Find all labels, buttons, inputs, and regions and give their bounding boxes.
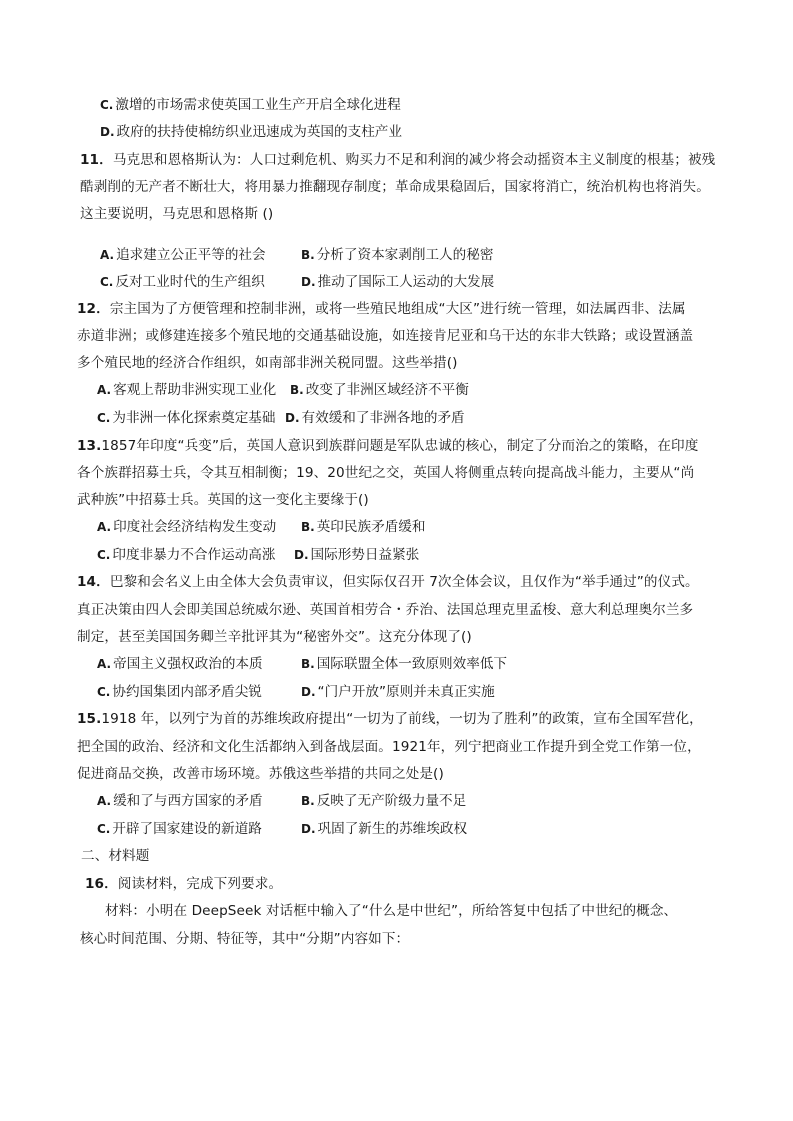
q14-option-b bbox=[301, 655, 507, 673]
option-text: 政府的扶持使棉纺织业迅速成为英国的支柱产业 bbox=[116, 124, 402, 140]
q13-option-b bbox=[301, 518, 425, 536]
q16-intro bbox=[85, 875, 282, 893]
q14-option-a bbox=[97, 655, 263, 673]
option-letter: C. bbox=[100, 275, 114, 289]
q11-stem-line-1 bbox=[80, 151, 715, 169]
option-letter: B. bbox=[290, 383, 304, 397]
q12-stem-line-2: 赤道非洲；或修建连接多个殖民地的交通基础设施，如连接肯尼亚和乌干达的东非大铁路；或设置涵盖 bbox=[77, 328, 694, 344]
option-text: 追求建立公正平等的社会 bbox=[116, 247, 266, 263]
q14-option-d bbox=[301, 683, 495, 701]
q12-stem-line-1 bbox=[77, 300, 686, 318]
q15-stem-line-2: 把全国的政治、经济和文化生活都纳入到备战层面。1921年，列宁把商业工作提升到全党工作第一位， bbox=[77, 739, 701, 755]
option-text: 激增的市场需求使英国工业生产开启全球化进程 bbox=[115, 97, 401, 113]
q12-option-a bbox=[97, 381, 276, 399]
q10-option-c bbox=[100, 96, 401, 114]
option-text: 为非洲一体化探索奠定基础 bbox=[112, 410, 276, 426]
option-text: 客观上帮助非洲实现工业化 bbox=[113, 382, 277, 398]
option-text: 反映了无产阶级力量不足 bbox=[316, 793, 467, 809]
option-letter: C. bbox=[97, 822, 111, 836]
stem-text: 1918 年，以列宁为首的苏维埃政府提出“一切为了前线，一切为了胜利”的政策，宣布全国军营化， bbox=[101, 711, 703, 727]
option-text: 英印民族矛盾缓和 bbox=[316, 519, 426, 535]
option-letter: A. bbox=[97, 520, 112, 534]
option-letter: D. bbox=[301, 685, 316, 699]
q11-stem-line-2: 酷剥削的无产者不断壮大，将用暴力推翻现存制度；革命成果稳固后，国家将消亡，统治机构也将消失。 bbox=[80, 179, 710, 195]
option-letter: D. bbox=[294, 548, 309, 562]
option-text: “门户开放”原则并未真正实施 bbox=[317, 684, 495, 700]
option-text: 协约国集团内部矛盾尖锐 bbox=[112, 684, 262, 700]
q16-material-line-2: 核心时间范围、分期、特征等，其中“分期”内容如下： bbox=[80, 931, 410, 947]
q12-option-d bbox=[285, 409, 465, 427]
question-number: 16． bbox=[85, 876, 118, 892]
q11-option-b bbox=[301, 246, 493, 264]
option-text: 国际联盟全体一致原则效率低下 bbox=[316, 656, 508, 672]
option-letter: B. bbox=[301, 248, 315, 262]
option-text: 帝国主义强权政治的本质 bbox=[113, 656, 263, 672]
q14-stem-line-3: 制定，甚至美国国务卿兰辛批评其为“秘密外交”。这充分体现了() bbox=[77, 629, 472, 645]
option-letter: A. bbox=[97, 794, 112, 808]
stem-text: 宗主国为了方便管理和控制非洲，或将一些殖民地组成“大区”进行统一管理，如法属西非、法属 bbox=[109, 301, 686, 317]
q15-stem-line-3: 促进商品交换，改善市场环境。苏俄这些举措的共同之处是() bbox=[77, 766, 444, 782]
intro-text: 阅读材料，完成下列要求。 bbox=[117, 876, 283, 892]
option-text: 反对工业时代的生产组织 bbox=[115, 274, 265, 290]
q13-stem-line-2: 各个族群招募士兵，令其互相制衡；19、20世纪之交，英国人将侧重点转向提高战斗能力，主要从“尚 bbox=[77, 465, 695, 481]
section-title: 二、材料题 bbox=[81, 848, 150, 864]
question-number: 15. bbox=[77, 711, 102, 727]
q14-stem-line-2: 真正决策由四人会即美国总统威尔逊、英国首相劳合・乔治、法国总理克里孟梭、意大利总理奥尔兰多 bbox=[77, 602, 694, 618]
option-text: 分析了资本家剥削工人的秘密 bbox=[316, 247, 494, 263]
q13-option-d bbox=[294, 546, 419, 564]
q11-stem-line-3: 这主要说明，马克思和恩格斯 () bbox=[80, 206, 274, 222]
option-letter: A. bbox=[97, 657, 112, 671]
option-text: 推动了国际工人运动的大发展 bbox=[317, 274, 495, 290]
option-letter: C. bbox=[97, 548, 111, 562]
question-number: 13. bbox=[77, 438, 102, 454]
q11-option-a bbox=[100, 246, 266, 264]
q16-material-line-1: 材料：小明在 DeepSeek 对话框中输入了“什么是中世纪”，所给答复中包括了中世纪的概念、 bbox=[105, 903, 678, 919]
q15-option-a bbox=[97, 792, 263, 810]
q12-option-c bbox=[97, 409, 276, 427]
q12-stem-line-3: 多个殖民地的经济合作组织，如南部非洲关税同盟。这些举措() bbox=[77, 355, 458, 371]
q15-option-c bbox=[97, 820, 262, 838]
q13-stem-line-1 bbox=[77, 437, 698, 455]
q11-option-d bbox=[301, 273, 494, 291]
stem-text: 1857年印度“兵变”后，英国人意识到族群问题是军队忠诚的核心，制定了分而治之的策略，在印度 bbox=[101, 438, 699, 454]
option-text: 有效缓和了非洲各地的矛盾 bbox=[301, 410, 465, 426]
option-letter: D. bbox=[100, 125, 115, 139]
q14-option-c bbox=[97, 683, 262, 701]
option-text: 印度社会经济结构发生变动 bbox=[113, 519, 277, 535]
option-letter: B. bbox=[301, 657, 315, 671]
option-text: 国际形势日益紧张 bbox=[310, 547, 420, 563]
q13-stem-line-3: 武种族”中招募士兵。英国的这一变化主要缘于() bbox=[77, 492, 369, 508]
q15-option-b bbox=[301, 792, 466, 810]
option-text: 缓和了与西方国家的矛盾 bbox=[113, 793, 263, 809]
option-letter: A. bbox=[97, 383, 112, 397]
option-letter: A. bbox=[100, 248, 115, 262]
stem-text: 巴黎和会名义上由全体大会负责审议，但实际仅召开 7次全体会议，且仅作为“举手通过”的仪式。 bbox=[109, 574, 699, 590]
q13-option-a bbox=[97, 518, 276, 536]
q10-option-d bbox=[100, 123, 402, 141]
option-text: 改变了非洲区域经济不平衡 bbox=[305, 382, 469, 398]
option-text: 巩固了新生的苏维埃政权 bbox=[317, 821, 468, 837]
option-text: 开辟了国家建设的新道路 bbox=[112, 821, 262, 837]
question-number: 14． bbox=[77, 574, 110, 590]
q15-stem-line-1 bbox=[77, 710, 703, 728]
option-letter: D. bbox=[301, 275, 316, 289]
option-letter: C. bbox=[97, 411, 111, 425]
q14-stem-line-1 bbox=[77, 573, 699, 591]
q11-option-c bbox=[100, 273, 265, 291]
option-letter: B. bbox=[301, 520, 315, 534]
q13-option-c bbox=[97, 546, 276, 564]
option-letter: C. bbox=[100, 98, 114, 112]
option-letter: C. bbox=[97, 685, 111, 699]
stem-text: 马克思和恩格斯认为：人口过剩危机、购买力不足和利润的减少将会动摇资本主义制度的根基；被残 bbox=[112, 152, 716, 168]
option-letter: D. bbox=[285, 411, 300, 425]
option-letter: D. bbox=[301, 822, 316, 836]
q15-option-d bbox=[301, 820, 467, 838]
option-text: 印度非暴力不合作运动高涨 bbox=[112, 547, 276, 563]
question-number: 11． bbox=[80, 152, 113, 168]
option-letter: B. bbox=[301, 794, 315, 808]
question-number: 12． bbox=[77, 301, 110, 317]
q12-option-b bbox=[290, 381, 469, 399]
